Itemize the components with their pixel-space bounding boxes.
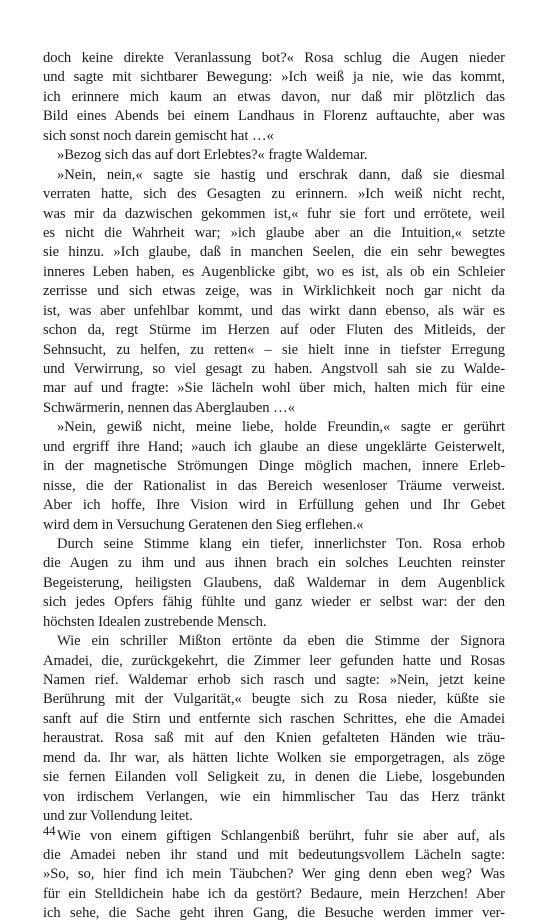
text-line: Durch seine Stimme klang ein tiefer, innerlichster Ton. Rosa erhob	[57, 535, 505, 552]
text-line: »Bezog sich das auf dort Erlebtes?« fragte Waldemar.	[57, 147, 368, 164]
text-line: sanft auf die Stirn und entfernte sich raschen Schrittes, ehe die Amadei	[43, 710, 505, 727]
text-line: schon da, regt Stürme im Herzen auf oder Fluten des Mitleids, der	[43, 322, 505, 339]
text-line: die Augen zu ihm und aus ihnen brach ein solches Leuchten reinster	[43, 555, 505, 572]
text-line: es nicht die Wahrheit war; »ich glaube aber an die Intuition,« setzte	[43, 224, 505, 241]
text-line: »Nein, gewiß nicht, meine liebe, holde Freundin,« sagte er gerührt	[57, 419, 505, 436]
text-line: und sagte mit sichtbarer Bewegung: »Ich weiß ja nie, wie das kommt,	[43, 69, 505, 86]
text-line: ich sehe, die Sache geht ihren Gang, die Besuche werden immer ver-	[43, 905, 505, 922]
text-line: sie fernen Eilanden voll Seligkeit zu, in denen die Liebe, losgebunden	[43, 769, 505, 786]
text-line: Begeisterung, heiligsten Glaubens, daß Waldemar in dem Augenblick	[43, 574, 505, 591]
text-line: »Nein, nein,« sagte sie hastig und erschrak dann, daß sie diesmal	[57, 166, 505, 183]
text-line: Schwärmerin, nennen das Aberglauben …«	[43, 399, 295, 416]
text-line: was mir da dazwischen gekommen ist,« fuhr sie fort und errötete, weil	[43, 205, 505, 222]
text-line: höchsten Idealen zustrebende Mensch.	[43, 613, 267, 630]
text-line: sich sonst noch darein gemischt hat …«	[43, 127, 274, 144]
text-line: »So, so, hier find ich mein Täubchen? Wer ging denn eben weg? Was	[43, 866, 505, 883]
text-line: mend da. Ihr war, als hätten lichte Wolken sie emporgetragen, als zöge	[43, 749, 505, 766]
page-number: 44	[43, 824, 56, 838]
text-line: inneres Leben haben, es Augenblicke gibt, wo es ist, als ob ein Schleier	[43, 263, 505, 280]
text-line: sich jedes Opfers fähig fühlte und ganz wieder er selbst war: der den	[43, 594, 505, 611]
text-line: für ein Stelldichein habe ich da gestört? Bedaure, mein Herzchen! Aber	[43, 885, 505, 902]
text-line: wird dem in Versuchung Geratenen den Sieg erflehen.«	[43, 516, 364, 533]
text-line: Wie von einem giftigen Schlangenbiß berührt, fuhr sie aber auf, als	[57, 827, 505, 844]
text-line: von irdischem Verlangen, wie ein himmlischer Tau das Herz tränkt	[43, 788, 505, 805]
text-line: die Amadei neben ihr stand und mit bedeutungsvollem Lächeln sagte:	[43, 846, 505, 863]
text-line: in der magnetische Strömungen Dinge möglich machen, innere Erleb-	[43, 458, 505, 475]
text-line: Amadei, die, zurückgekehrt, die Zimmer leer gefunden hatte und Rosas	[43, 652, 505, 669]
text-line: mar auf und fragte: »Sie lächeln wohl über mich, halten mich für eine	[43, 380, 505, 397]
text-line: Bild eines Abends bei einem Landhaus in Florenz auftauchte, aber was	[43, 108, 505, 125]
text-line: ich erinnere mich kaum an etwas davon, nur daß mir plötzlich das	[43, 88, 505, 105]
text-line: und zur Vollendung leitet.	[43, 808, 193, 825]
text-line: Berührung mit der Vulgarität,« beugte sich zu Rosa nieder, küßte sie	[43, 691, 505, 708]
text-line: ist, was aber unfehlbar kommt, und das wirkt dann ebenso, als wär es	[43, 302, 505, 319]
text-line: nisse, die der Rationalist in das Bereich wesenloser Träume verweist.	[43, 477, 505, 494]
text-line: und Verwirrung, so viel gesagt zu haben. Angstvoll sah sie zu Walde-	[43, 361, 505, 377]
text-line: Wie ein schriller Mißton ertönte da eben die Stimme der Signora	[57, 633, 505, 650]
text-line: zerrisse und sich etwas zeige, was in Wirklichkeit noch gar nicht da	[43, 283, 505, 300]
text-line: doch keine direkte Veranlassung bot?« Rosa schlug die Augen nieder	[43, 50, 505, 66]
text-line: verraten hatte, sich des Gesagten zu erinnern. »Ich weiß nicht recht,	[43, 186, 505, 203]
text-line: sie hinzu. »Ich glaube, daß in manchen Seelen, die ein sehr bewegtes	[43, 244, 505, 261]
text-line: und ergriff ihre Hand; »auch ich glaube an diese ungeklärte Geisterwelt,	[43, 438, 505, 455]
text-line: Namen rief. Waldemar erhob sich rasch und sagte: »Nein, jetzt keine	[43, 672, 505, 688]
body-text	[43, 49, 505, 924]
text-line: heraustrat. Rosa saß mit auf den Knien gefalteten Händen wie träu-	[43, 730, 505, 747]
text-line: Aber ich hoffe, Ihre Vision wird in Erfüllung gehen und Ihr Gebet	[43, 497, 505, 514]
text-line: Sehnsucht, zu helfen, zu retten« – sie hielt inne in tiefster Erregung	[43, 341, 505, 358]
